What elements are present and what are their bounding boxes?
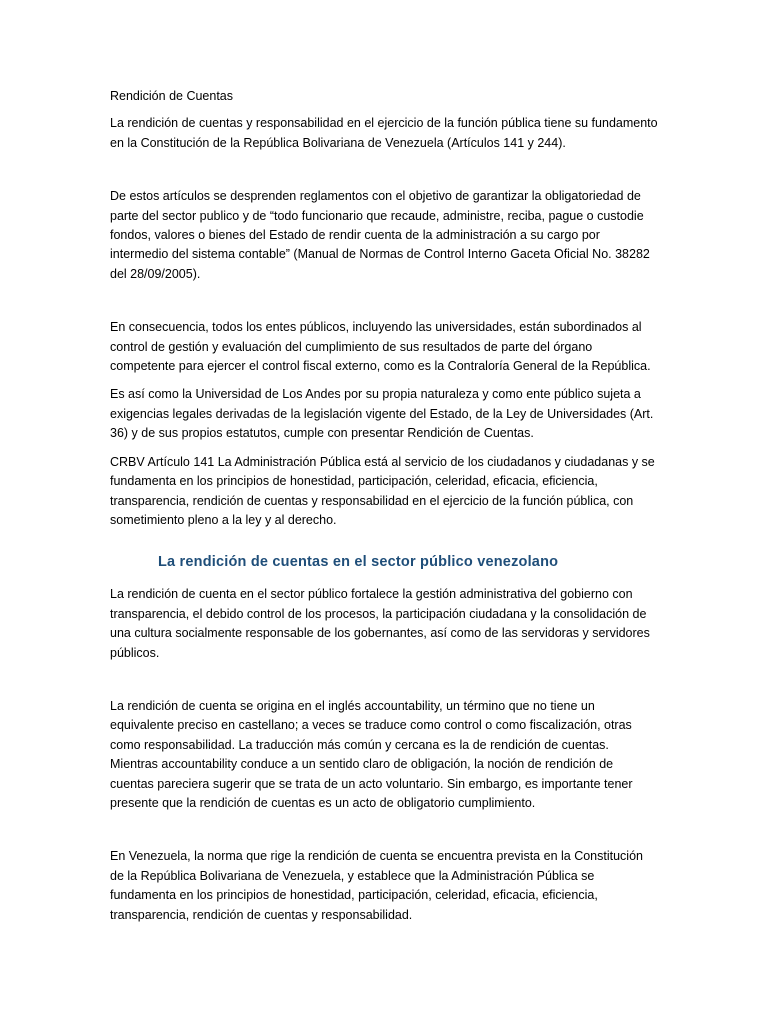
paragraph-5: CRBV Artículo 141 La Administración Pública está al servicio de los ciudadanos y ciudadanas y se fundamenta en los principios de honestidad, participación, celeridad, eficacia, eficiencia, transparencia, rendición de cuentas y responsabilidad en el ejercicio de la función pública, con sometimiento pleno a la ley y al derecho.: [110, 454, 655, 527]
document-title: Rendición de Cuentas: [110, 89, 233, 103]
section-paragraph-1: La rendición de cuenta en el sector público fortalece la gestión administrativa del gobierno con transparencia, el debido control de los procesos, la participación ciudadana y la consolidación de una cultura socialmente responsable de los gobernantes, así como de las servidoras y servidores públicos.: [110, 587, 650, 660]
paragraph-4: Es así como la Universidad de Los Andes por su propia naturaleza y como ente público sujeta a exigencias legales derivadas de la legislación vigente del Estado, de la Ley de Universidades (Art. 36) y de sus propios estatutos, cumple con presentar Rendición de Cuentas.: [110, 387, 654, 441]
paragraph-2: De estos artículos se desprenden reglamentos con el objetivo de garantizar la obligatoriedad de parte del sector publico y de “todo funcionario que recaude, administre, reciba, pague o custodie fondos, valores o bienes del Estado de rendir cuenta de la administración a su cargo por intermedio del sistema contable” (Manual de Normas de Control Interno Gaceta Oficial No. 38282 del 28/09/2005).: [110, 189, 650, 281]
section-paragraph-3: En Venezuela, la norma que rige la rendición de cuenta se encuentra prevista en la Constitución de la República Bolivariana de Venezuela, y establece que la Administración Pública se fundamenta en los principios de honestidad, participación, celeridad, eficacia, eficiencia, transparencia, rendición de cuentas y responsabilidad.: [110, 849, 643, 922]
paragraph-1: La rendición de cuentas y responsabilidad en el ejercicio de la función pública tiene su fundamento en la Constitución de la República Bolivariana de Venezuela (Artículos 141 y 244).: [110, 116, 658, 150]
section-paragraph-2: La rendición de cuenta se origina en el inglés accountability, un término que no tiene un equivalente preciso en castellano; a veces se traduce como control o como fiscalización, otras como responsabilidad. La traducción más común y cercana es la de rendición de cuentas. Mientras accountability conduce a un sentido claro de obligación, la noción de rendición de cuentas pareciera sugerir que se trata de un acto voluntario. Sin embargo, es importante tener presente que la rendición de cuentas es un acto de obligatorio cumplimiento.: [110, 698, 633, 810]
section-heading: La rendición de cuentas en el sector público venezolano: [158, 554, 559, 571]
paragraph-3: En consecuencia, todos los entes públicos, incluyendo las universidades, están subordinados al control de gestión y evaluación del cumplimiento de sus resultados de parte del órgano competente para ejercer el control fiscal externo, como es la Contraloría General de la República.: [110, 320, 651, 374]
